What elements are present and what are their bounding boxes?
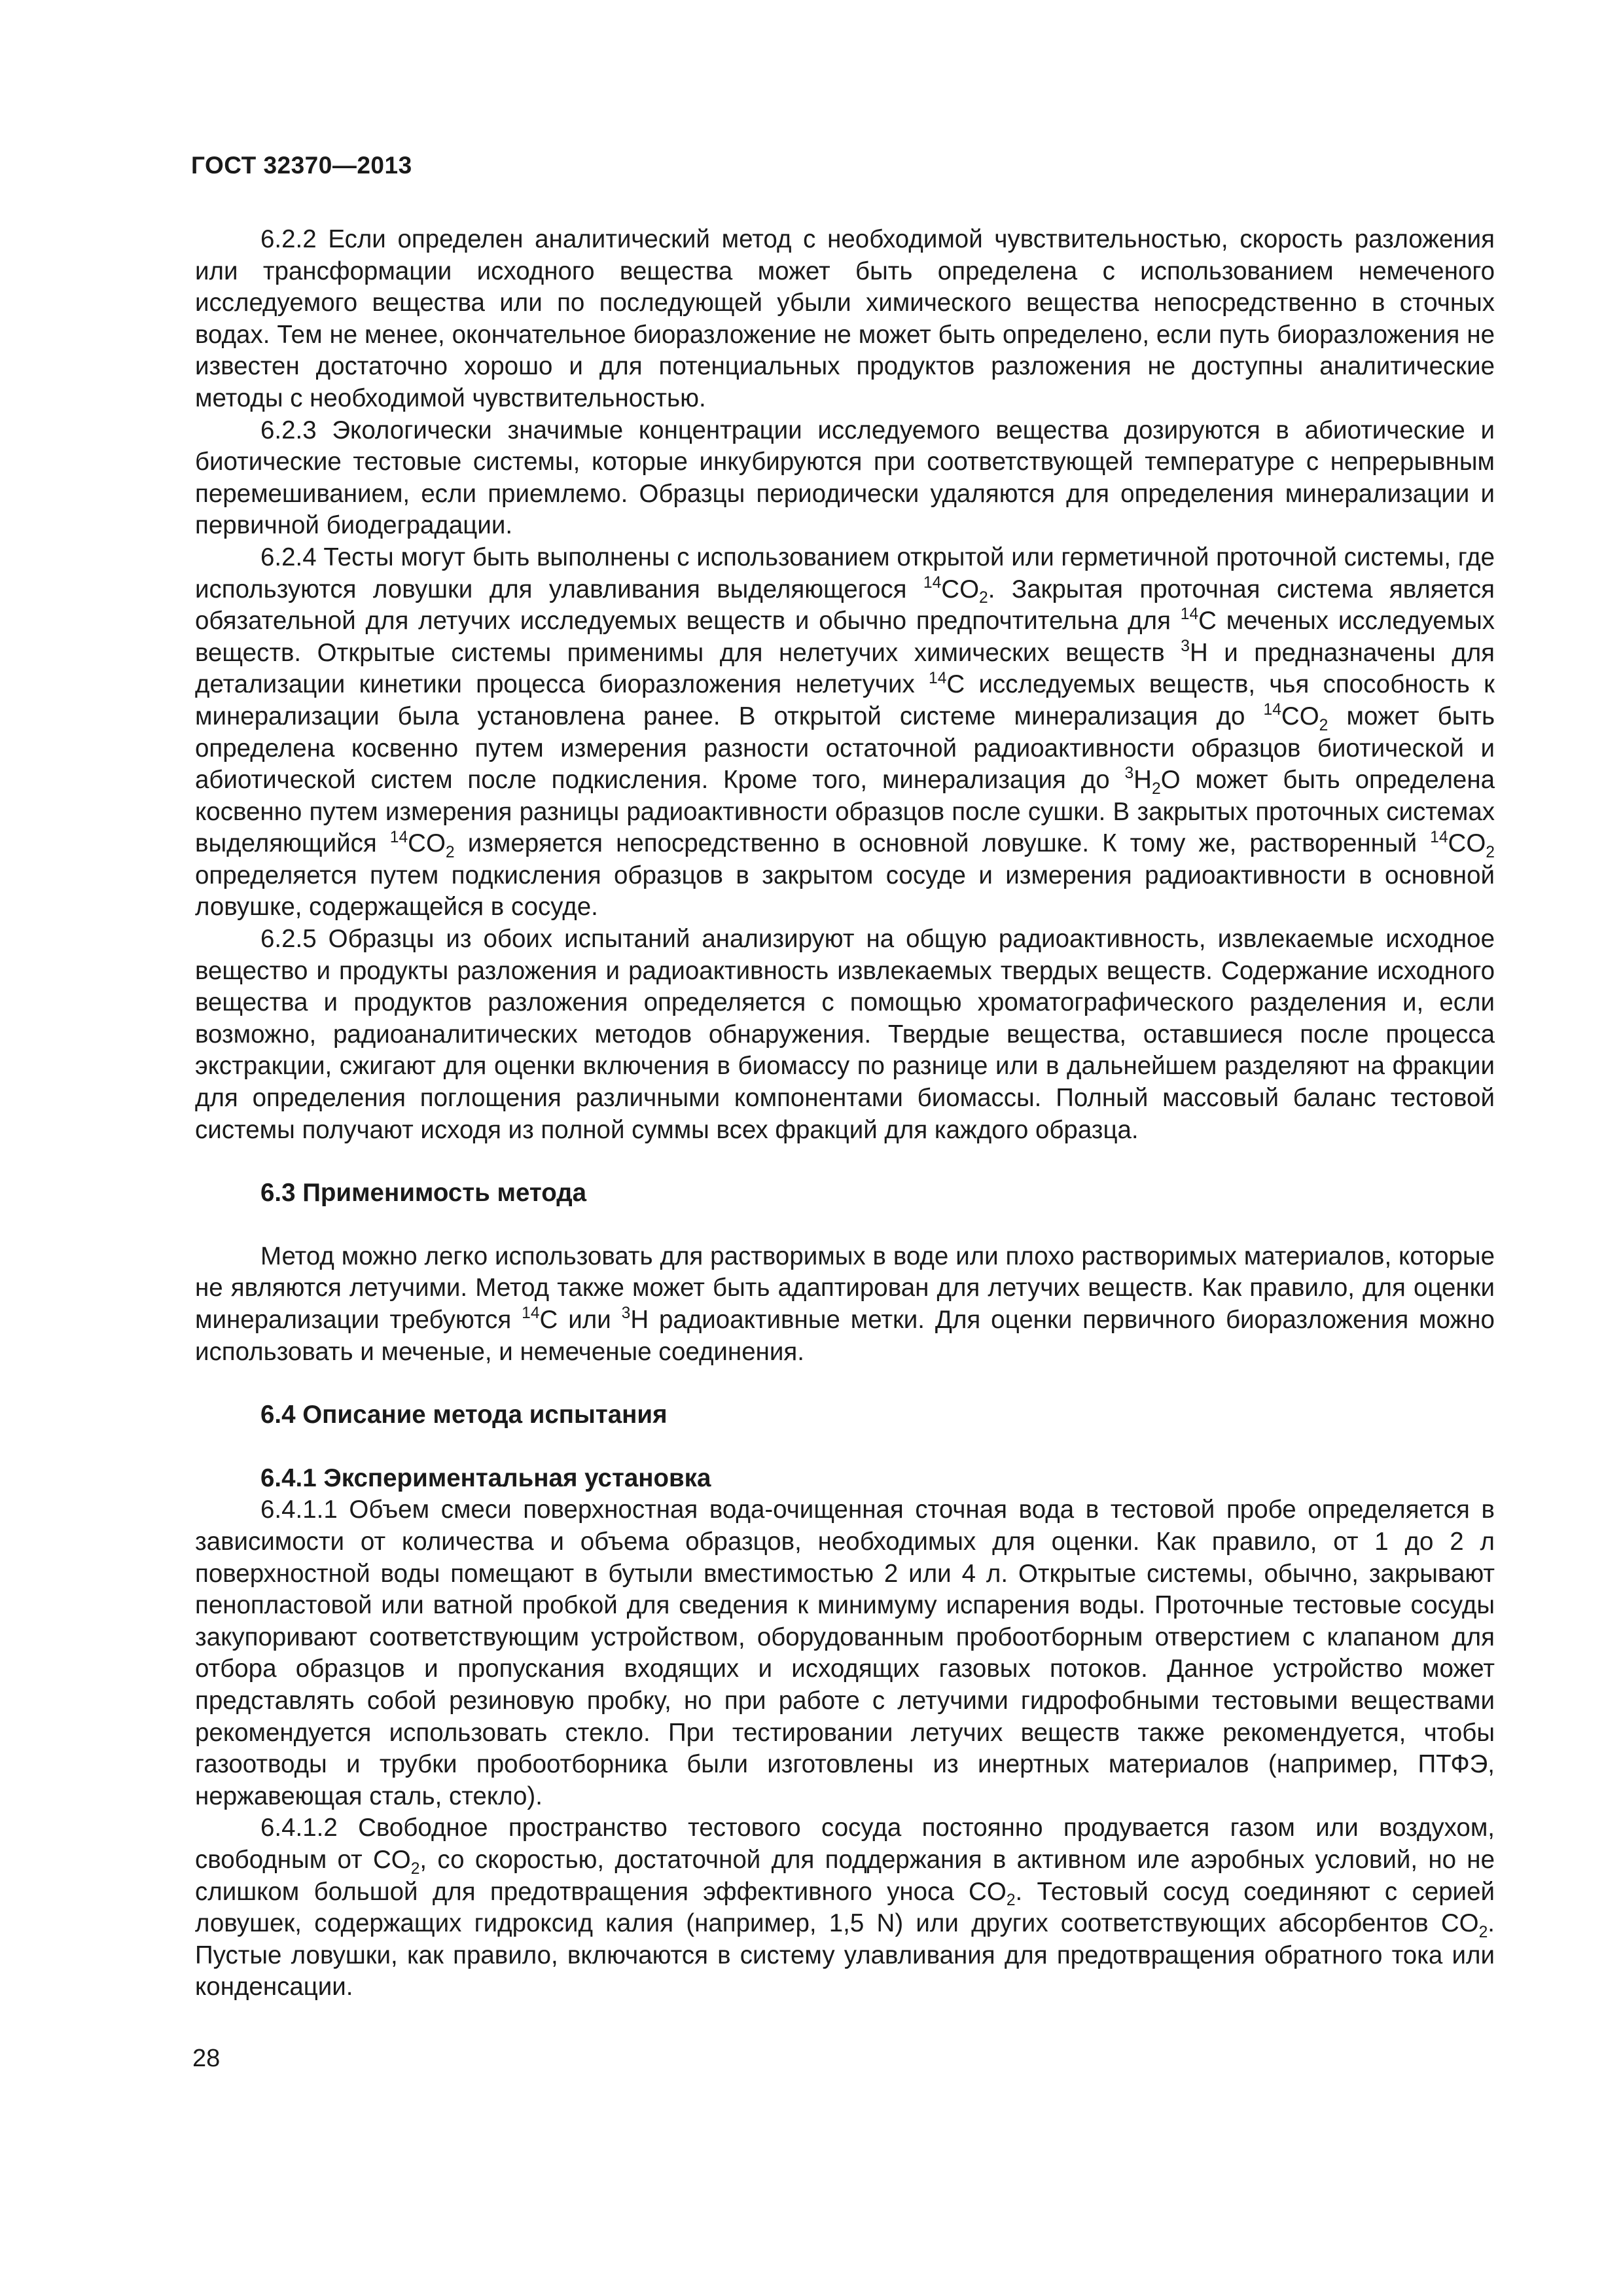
- text-run: измеряется непосредственно в основной ловушке. К тому же, растворенный: [454, 829, 1431, 858]
- text-run: . Пустые ловушки, как правило, включаются в систему улавливания для предотвращения обратного тока или конденсации.: [195, 1909, 1495, 2001]
- document-body: [195, 224, 1495, 2003]
- text-run: может быть определена косвенно путем измерения разности остаточной радиоактивности образцов биотической и абиотической систем после подкисления. Кроме того, минерализация до: [195, 702, 1495, 795]
- isotope-superscript: 14: [1180, 605, 1199, 624]
- text-run: H радиоактивные метки. Для оценки первичного биоразложения можно использовать и меченые, и немеченые соединения.: [195, 1306, 1495, 1366]
- text-run: CO: [1281, 702, 1319, 730]
- isotope-superscript: 14: [522, 1304, 540, 1323]
- isotope-superscript: 14: [923, 573, 942, 592]
- paragraph-6-2-2: 6.2.2 Если определен аналитический метод с необходимой чувствительностью, скорость разложения или трансформации исходного вещества может быть определена с использованием немеченого исследуемого вещества или по последующей убыли химического вещества непосредственно в сточных водах. Тем не менее, окончательное биоразложение не может быть определено, если путь биоразложения не известен достаточно хорошо и для потенциальных продуктов разложения не доступны аналитические методы с необходимой чувствительностью.: [195, 225, 1495, 412]
- paragraph-6-2-5: 6.2.5 Образцы из обоих испытаний анализируют на общую радиоактивность, извлекаемые исходное вещество и продукты разложения и радиоактивность извлекаемых твердых веществ. Содержание исходного вещества и продуктов разложения определяется с помощью хроматографического разделения и, если возможно, радиоаналитических методов обнаружения. Твердые вещества, оставшиеся после процесса экстракции, сжигают для оценки включения в биомассу по разнице или в дальнейшем разделяют на фракции для определения поглощения различными компонентами биомассы. Полный массовый баланс тестовой системы получают исходя из полной суммы всех фракций для каждого образца.: [195, 925, 1495, 1144]
- paragraph-6-4-1-2: [195, 1812, 1495, 2003]
- text-run: CO: [941, 575, 980, 603]
- paragraph-6-2-4: [195, 542, 1495, 924]
- paragraph-6-4-1-1: 6.4.1.1 Объем смеси поверхностная вода-очищенная сточная вода в тестовой пробе определяется в зависимости от количества и объема образцов, необходимых для оценки. Как правило, от 1 до 2 л поверхностной воды помещают в бутыли вместимостью 2 или 4 л. Открытые системы, обычно, закрывают пенопластовой или ватной пробкой для сведения к минимуму испарения воды. Проточные тестовые сосуды закупоривают соответствующим устройством, оборудованным пробоотборным отверстием с клапаном для отбора образцов и пропускания входящих и исходящих газовых потоков. Данное устройство может представлять собой резиновую пробку, но при работе с летучими гидрофобными тестовыми веществами рекомендуется использовать стекло. При тестировании летучих веществ также рекомендуется, чтобы газоотводы и трубки пробоотборника были изготовлены из инертных материалов (например, ПТФЭ, нержавеющая сталь, стекло).: [195, 1496, 1495, 1810]
- formula-subscript: 2: [979, 589, 988, 607]
- paragraph-6-2-3: 6.2.3 Экологически значимые концентрации исследуемого вещества дозируются в абиотические и биотические тестовые системы, которые инкубируются при соответствующей температуре с непрерывным перемешиванием, если приемлемо. Образцы периодически удаляются для определения минерализации и первичной биодеградации.: [195, 416, 1495, 540]
- subsection-heading-6-4-1: 6.4.1 Экспериментальная установка: [260, 1463, 711, 1492]
- text-run: O может быть определена косвенно путем измерения разницы радиоактивности образцов после сушки. В закрытых проточных системах выделяющийся: [195, 766, 1495, 858]
- document-code-header: ГОСТ 32370—2013: [191, 152, 412, 179]
- formula-subscript: 2: [445, 843, 455, 861]
- page-number: 28: [192, 2045, 221, 2072]
- text-run: CO: [1448, 829, 1486, 858]
- text-run: C меченых исследуемых веществ. Открытые системы применимы для нелетучих химических веществ: [195, 607, 1495, 667]
- text-run: Метод можно легко использовать для растворимых в воде или плохо растворимых материалов, которые не являются летучими. Метод также может быть адаптирован для летучих веществ. Как правило, для оценки минерализации требуются: [195, 1242, 1495, 1334]
- isotope-superscript: 3: [621, 1304, 631, 1323]
- section-heading-6-3: 6.3 Применимость метода: [260, 1179, 587, 1208]
- text-run: CO: [408, 829, 446, 858]
- text-run: C или: [539, 1306, 622, 1334]
- text-run: . Тестовый сосуд соединяют с серией ловушек, содержащих гидроксид калия (например, 1,5 N) или других соответствующих абсорбентов CO: [195, 1877, 1495, 1938]
- text-run: C исследуемых веществ, чья способность к минерализации была установлена ранее. В открытой системе минерализация до: [195, 670, 1495, 730]
- isotope-superscript: 14: [929, 669, 947, 687]
- section-heading-6-4: 6.4 Описание метода испытания: [260, 1401, 668, 1429]
- text-run: , со скоростью, достаточной для поддержания в активном иле аэробных условий, но не слишком большой для предотвращения эффективного уноса CO: [195, 1845, 1495, 1906]
- formula-subscript: 2: [1486, 843, 1495, 861]
- text-run: . Закрытая проточная система является обязательной для летучих исследуемых веществ и обычно предпочтительна для: [195, 575, 1495, 636]
- formula-subscript: 2: [1478, 1923, 1488, 1941]
- text-run: 6.4.1.2 Свободное пространство тестового сосуда постоянно продувается газом или воздухом, свободным от CO: [195, 1814, 1495, 1874]
- text-run: H и предназначены для детализации кинетики процесса биоразложения нелетучих: [195, 638, 1495, 699]
- isotope-superscript: 3: [1124, 764, 1134, 783]
- isotope-superscript: 3: [1181, 637, 1190, 655]
- isotope-superscript: 14: [389, 828, 408, 846]
- paragraph-6-3: [195, 1241, 1495, 1368]
- isotope-superscript: 14: [1430, 828, 1448, 846]
- isotope-superscript: 14: [1263, 701, 1281, 719]
- text-run: 6.2.4 Тесты могут быть выполнены с использованием открытой или герметичной проточной системы, где используются ловушки для улавливания выделяющегося: [195, 543, 1495, 603]
- formula-subscript: 2: [1151, 780, 1161, 798]
- formula-subscript: 2: [410, 1859, 420, 1878]
- formula-subscript: 2: [1006, 1892, 1016, 1910]
- formula-subscript: 2: [1319, 716, 1329, 734]
- text-run: H: [1133, 766, 1152, 795]
- text-run: определяется путем подкисления образцов в закрытом сосуде и измерения радиоактивности в основной ловушке, содержащейся в сосуде.: [195, 861, 1495, 922]
